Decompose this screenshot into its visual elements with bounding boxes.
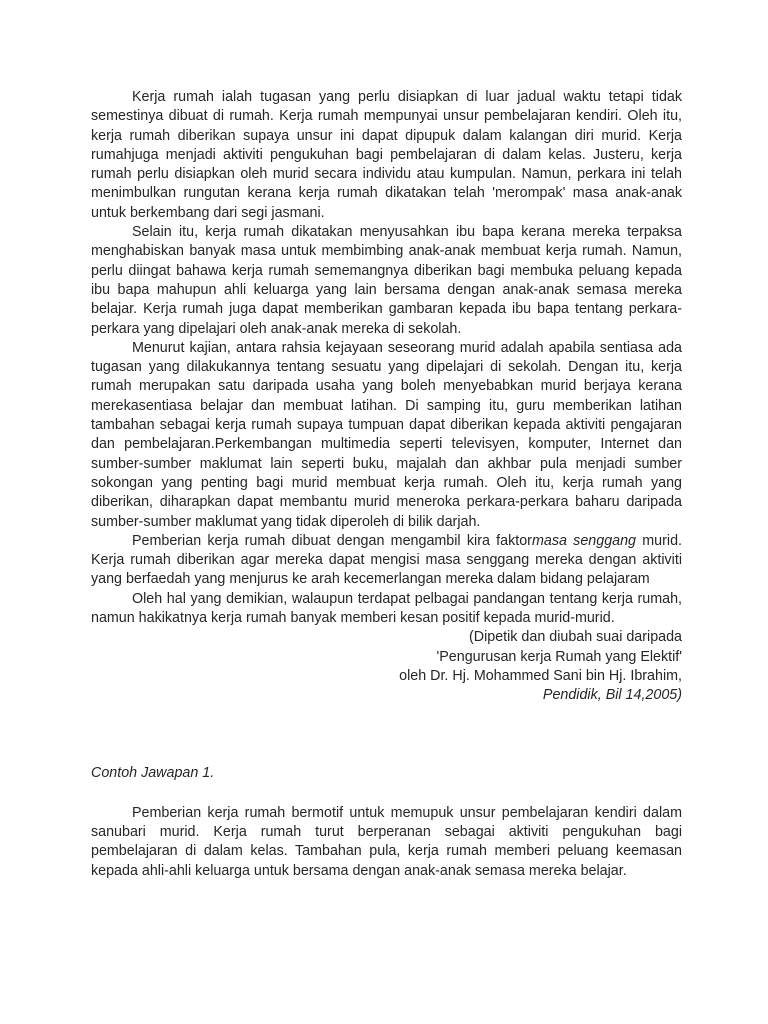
paragraph-4-italic: masa senggang — [531, 532, 636, 549]
paragraph-2: Selain itu, kerja rumah dikatakan menyusahkan ibu bapa kerana mereka terpaksa menghabiskan banyak masa untuk membimbing anak-anak membuat kerja rumah. Namun, perlu diingat bahawa kerja rumah sememangnya diberikan bagi membuka peluang kepada ibu bapa mahupun ahli keluarga yang lain bersama dengan anak-anak semasa mereka belajar. Kerja rumah juga dapat memberikan gambaran kepada ibu bapa tentang perkara-perkara yang dipelajari oleh anak-anak mereka di sekolah. — [91, 224, 682, 337]
paragraph-4 — [91, 532, 682, 590]
paragraph-3: Menurut kajian, antara rahsia kejayaan seseorang murid adalah apabila sentiasa ada tugasan yang dilakukannya tentang sesuatu yang dipelajari di sekolah. Dengan itu, kerja rumah merupakan satu daripada usaha yang boleh menyebabkan murid berjaya kerana merekasentiasa belajar dan membuat latihan. Di samping itu, guru memberikan latihan tambahan sebagai kerja rumah supaya tumpuan dapat diberikan kepada aktiviti pengajaran dan pembelajaran.Perkembangan multimedia seperti televisyen, komputer, Internet dan sumber-sumber maklumat lain seperti buku, majalah dan akhbar pula menjadi sumber sokongan yang penting bagi murid membuat kerja rumah. Oleh itu, kerja rumah yang diberikan, diharapkan dapat membantu murid meneroka perkara-perkara baharu daripada sumber-sumber maklumat yang tidak diperoleh di bilik darjah. — [91, 339, 682, 530]
paragraph-4-end: murid. Kerja rumah diberikan agar mereka dapat mengisi masa senggang mereka dengan aktiviti yang berfaedah yang menjurus ke arah kecemerlangan mereka dalam bidang pelajaram — [91, 532, 682, 588]
paragraph-5: Oleh hal yang demikian, walaupun terdapat pelbagai pandangan tentang kerja rumah, namun hakikatnya kerja rumah banyak memberi kesan positif kepada murid-murid. — [91, 590, 682, 627]
example-answer-paragraph: Pemberian kerja rumah bermotif untuk memupuk unsur pembelajaran kendiri dalam sanubari murid. Kerja rumah turut berperanan sebagai aktiviti pengukuhan bagi pembelajaran di dalam kelas. Tambahan pula, kerja rumah memberi peluang keemasan kepada ahli-ahli keluarga untuk bersama dengan anak-anak semasa mereka belajar. — [91, 804, 682, 879]
source-line-1: (Dipetik dan diubah suai daripada — [468, 629, 682, 646]
source-line-4: Pendidik, Bil 14,2005) — [542, 687, 682, 704]
paragraph-4-start: Pemberian kerja rumah dibuat dengan mengambil kira faktor — [132, 532, 532, 549]
paragraph-1: Kerja rumah ialah tugasan yang perlu disiapkan di luar jadual waktu tetapi tidak semestinya dibuat di rumah. Kerja rumah mempunyai unsur pembelajaran kendiri. Oleh itu, kerja rumah diberikan supaya unsur ini dapat dipupuk dalam kalangan diri murid. Kerja rumahjuga menjadi aktiviti pengukuhan bagi pembelajaran di dalam kelas. Justeru, kerja rumah perlu disiapkan oleh murid secara individu atau kumpulan. Namun, perkara ini telah menimbulkan rungutan kerana kerja rumah dikatakan telah 'merompak' masa anak-anak untuk berkembang dari segi jasmani. — [91, 89, 682, 221]
source-line-2: 'Pengurusan kerja Rumah yang Elektif' — [436, 648, 682, 665]
example-answer-title: Contoh Jawapan 1. — [91, 764, 215, 781]
source-citation — [91, 628, 682, 705]
source-line-3: oleh Dr. Hj. Mohammed Sani bin Hj. Ibrahim, — [399, 667, 682, 684]
